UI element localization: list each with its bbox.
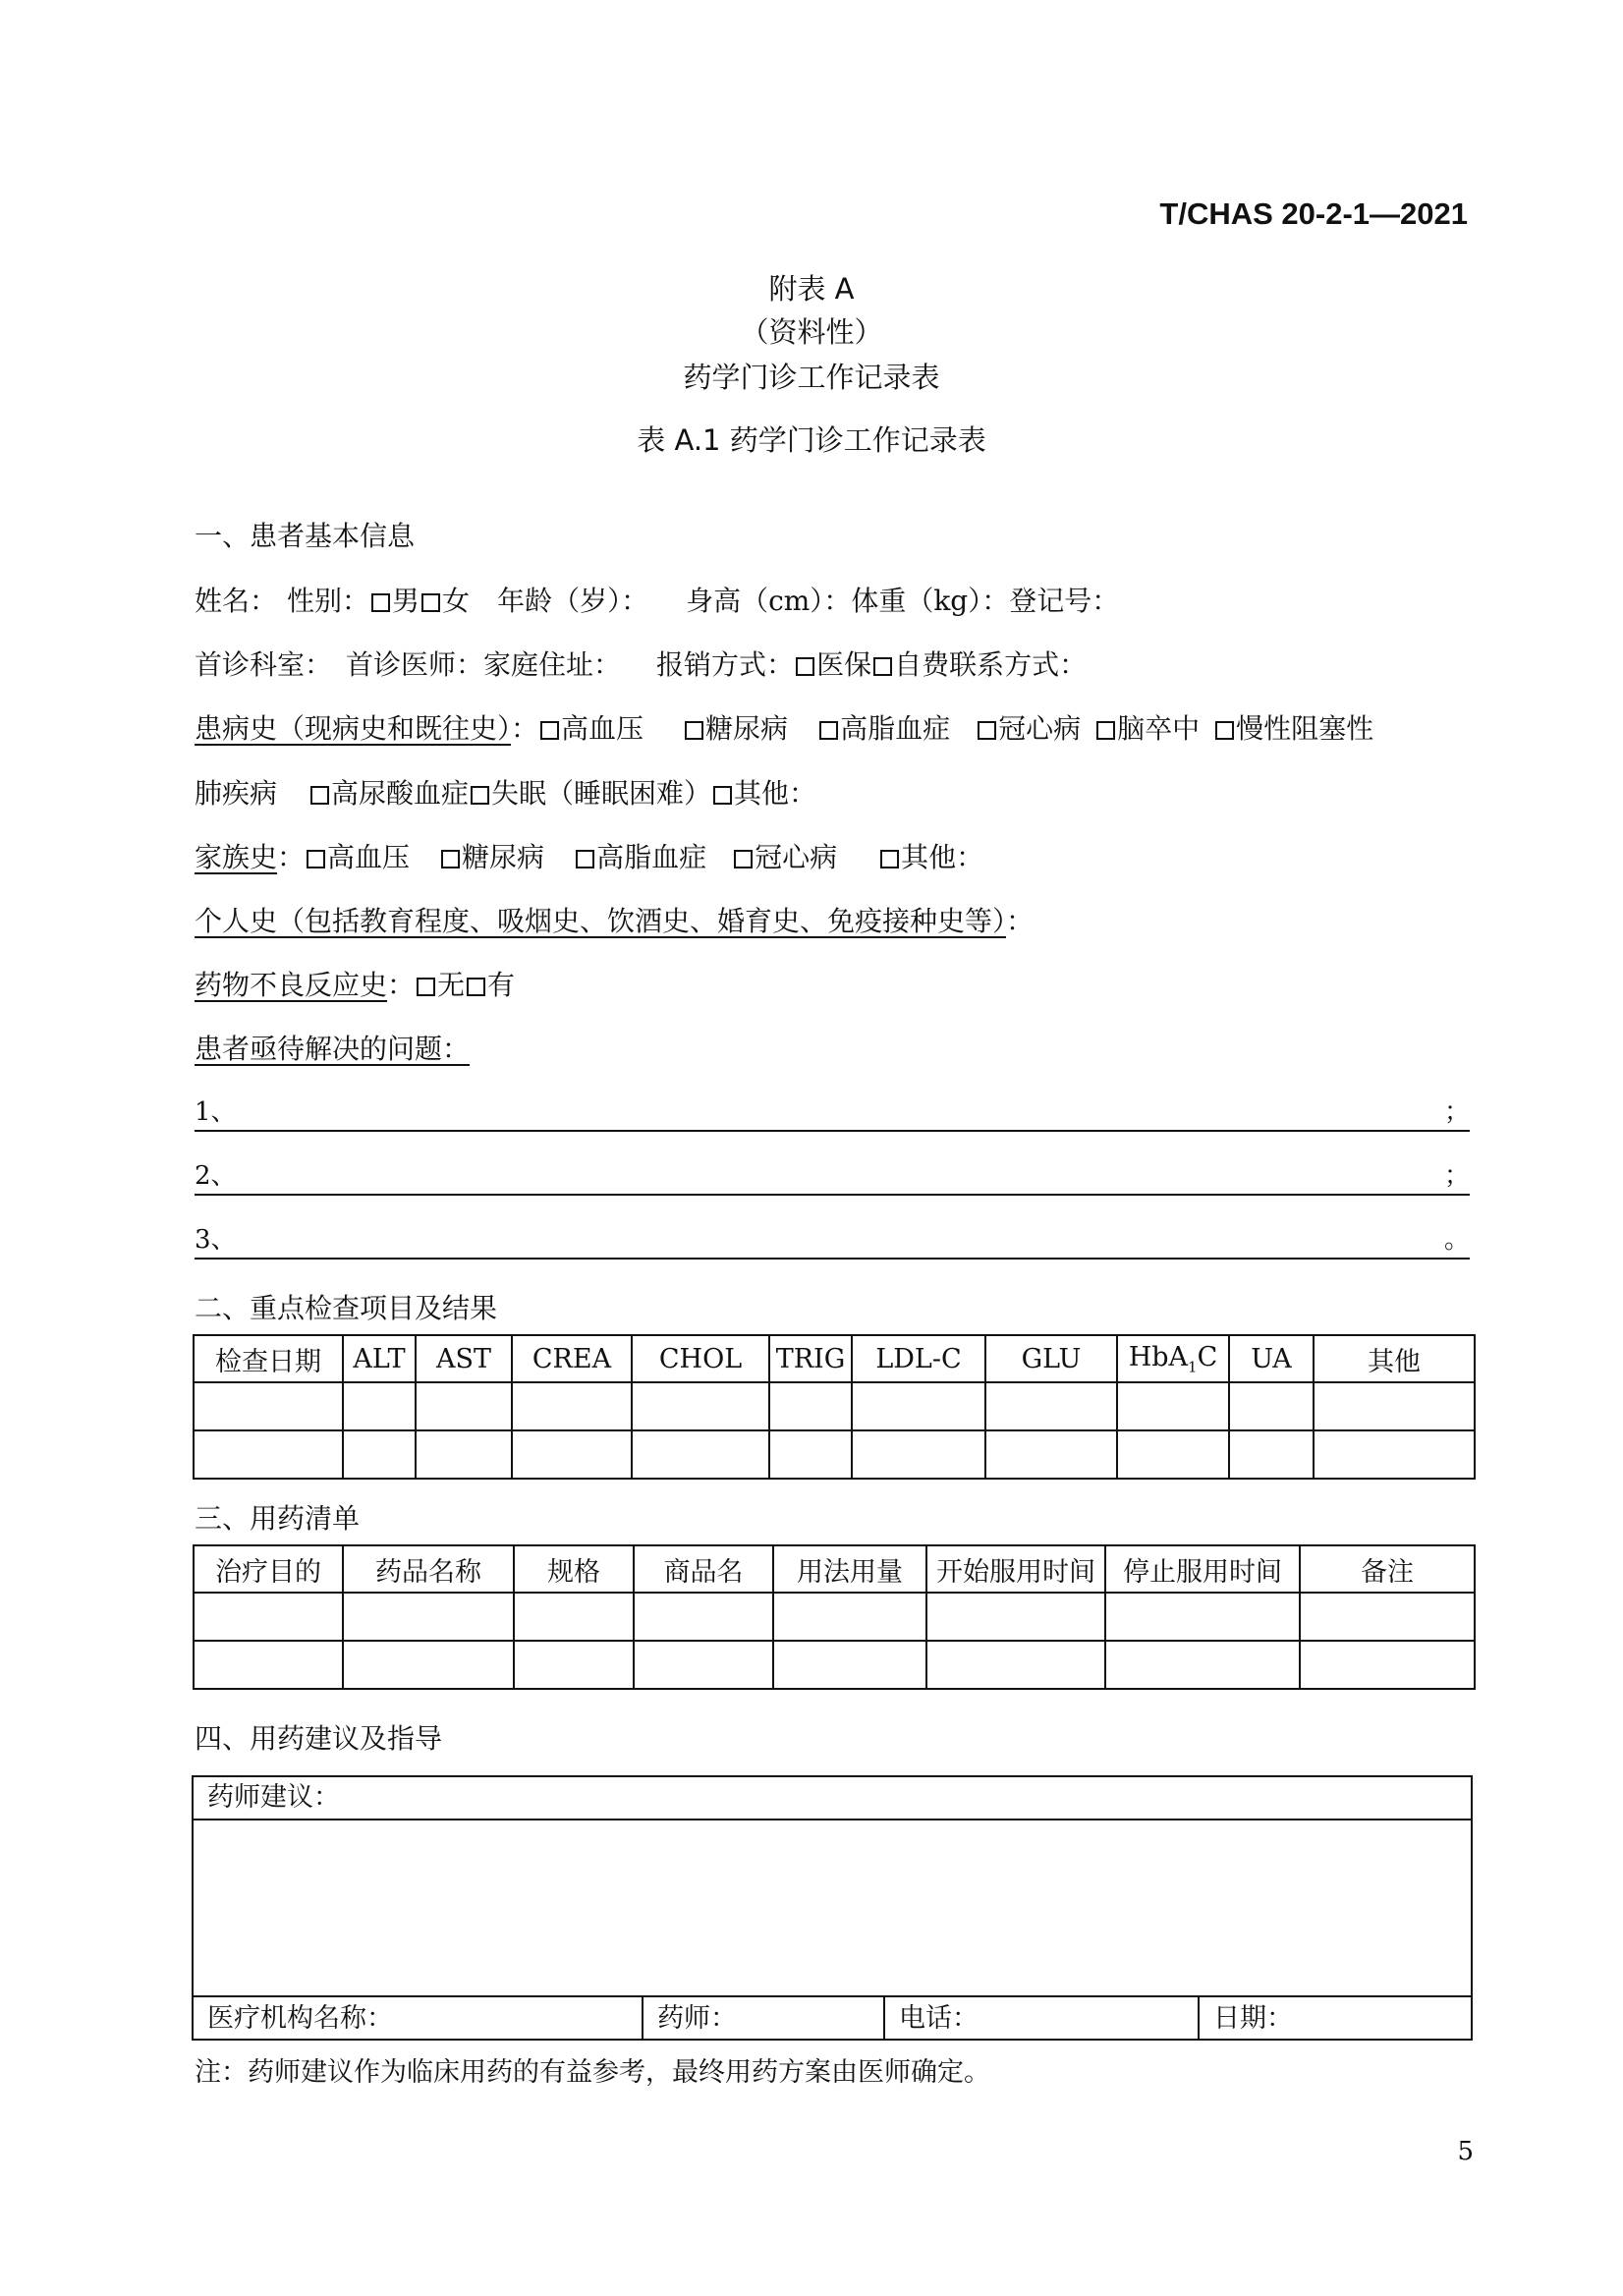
- table-header-row: [194, 1335, 1475, 1382]
- table-cell[interactable]: [1300, 1593, 1475, 1641]
- col-alt: ALT: [343, 1335, 416, 1382]
- history-hypertension-label: 高血压: [561, 712, 644, 745]
- section1-heading: 一、患者基本信息: [195, 520, 416, 552]
- history-chd-label: 冠心病: [998, 712, 1082, 745]
- table-cell[interactable]: [1314, 1382, 1475, 1430]
- col-drug-name: 药品名称: [343, 1545, 514, 1593]
- family-hypertension-label: 高血压: [327, 841, 411, 873]
- table-cell[interactable]: [634, 1641, 773, 1689]
- adr-no-label: 无: [437, 969, 466, 1001]
- date-label: 日期：: [1213, 2003, 1293, 2034]
- history-insomnia-label: 失眠（睡眠困难）: [491, 777, 712, 810]
- adr-yes-label: 有: [487, 969, 516, 1001]
- col-dosage: 用法用量: [773, 1545, 926, 1593]
- family-diabetes-checkbox[interactable]: [441, 850, 460, 868]
- history-row-cont: [195, 772, 816, 812]
- history-copd-label: 慢性阻塞性: [1236, 712, 1374, 745]
- personal-colon: ：: [1006, 905, 1035, 937]
- col-exam-date: 检查日期: [194, 1335, 343, 1382]
- problem-end-mark: 。: [1443, 1225, 1470, 1255]
- advice-label: 药师建议：: [194, 1777, 1471, 1820]
- pharmacist-field[interactable]: [644, 1997, 885, 2041]
- hba-suffix: C: [1197, 1341, 1218, 1372]
- table-cell[interactable]: [769, 1382, 852, 1430]
- table-cell[interactable]: [1105, 1641, 1300, 1689]
- problem-line-1[interactable]: [195, 1091, 1470, 1132]
- payment-label: 报销方式：: [656, 648, 795, 681]
- history-stroke-checkbox[interactable]: [1096, 721, 1115, 740]
- advice-text-area[interactable]: [194, 1820, 1471, 1995]
- date-field[interactable]: [1200, 1997, 1471, 2041]
- family-history-row: [195, 836, 983, 875]
- history-hyperuricemia-checkbox[interactable]: [310, 786, 329, 805]
- history-copd-cont-label: 肺疾病: [195, 777, 278, 810]
- family-chd-label: 冠心病: [755, 841, 838, 873]
- male-label: 男: [392, 585, 420, 617]
- table-cell[interactable]: [926, 1593, 1105, 1641]
- problem-end-mark: ；: [1443, 1161, 1470, 1191]
- table-cell[interactable]: [343, 1593, 514, 1641]
- problem-number: 3、: [195, 1225, 237, 1255]
- history-copd-checkbox[interactable]: [1215, 721, 1234, 740]
- table-cell[interactable]: [1105, 1593, 1300, 1641]
- col-crea: CREA: [512, 1335, 632, 1382]
- problem-line-3[interactable]: [195, 1218, 1470, 1260]
- table-title: 表 A.1 药学门诊工作记录表: [637, 423, 986, 457]
- phone-label: 电话：: [899, 2003, 979, 2034]
- adr-colon: ：: [387, 969, 416, 1001]
- col-spec: 规格: [514, 1545, 634, 1593]
- col-stop-time: 停止服用时间: [1105, 1545, 1300, 1593]
- adr-label: 药物不良反应史: [195, 969, 388, 1001]
- table-cell[interactable]: [985, 1430, 1117, 1479]
- history-chd-checkbox[interactable]: [978, 721, 996, 740]
- female-checkbox[interactable]: [421, 593, 440, 612]
- annex-heading: 附表 A: [768, 272, 855, 306]
- problems-label: 患者亟待解决的问题：: [195, 1033, 471, 1065]
- col-trig: TRIG: [769, 1335, 852, 1382]
- advice-box: [192, 1775, 1473, 2041]
- gender-label: 性别：: [287, 585, 370, 617]
- self-paid-label: 自费: [894, 648, 950, 681]
- table-cell[interactable]: [852, 1430, 985, 1479]
- table-cell[interactable]: [194, 1593, 343, 1641]
- pharmacist-label: 药师：: [657, 2003, 737, 2034]
- problem-number: 2、: [195, 1161, 237, 1191]
- col-remarks: 备注: [1300, 1545, 1475, 1593]
- family-other-checkbox[interactable]: [880, 850, 899, 868]
- history-row: [195, 707, 1373, 747]
- personal-history-row: [195, 900, 1034, 939]
- section2-heading: 二、重点检查项目及结果: [195, 1292, 498, 1324]
- problem-number: 1、: [195, 1097, 237, 1127]
- history-other-checkbox[interactable]: [713, 786, 732, 805]
- col-trade-name: 商品名: [634, 1545, 773, 1593]
- table-cell[interactable]: [514, 1641, 634, 1689]
- col-hba1c: [1117, 1335, 1229, 1382]
- table-cell[interactable]: [512, 1430, 632, 1479]
- table-cell[interactable]: [512, 1382, 632, 1430]
- table-header-row: [194, 1545, 1475, 1593]
- visit-info-row: [195, 644, 1087, 683]
- history-colon: ：: [511, 712, 539, 745]
- table-cell[interactable]: [632, 1430, 769, 1479]
- institution-label: 医疗机构名称：: [207, 2003, 393, 2034]
- problem-line-2[interactable]: [195, 1154, 1470, 1196]
- basic-info-row: [195, 580, 1119, 619]
- name-label: 姓名：: [195, 585, 278, 617]
- height-label: 身高（cm）：: [686, 585, 852, 617]
- table-row: [194, 1593, 1475, 1641]
- table-cell[interactable]: [194, 1382, 343, 1430]
- table-cell[interactable]: [1117, 1430, 1229, 1479]
- insurance-checkbox[interactable]: [796, 657, 814, 676]
- history-insomnia-checkbox[interactable]: [471, 786, 489, 805]
- table-row: [194, 1382, 1475, 1430]
- table-cell[interactable]: [926, 1641, 1105, 1689]
- family-hypertension-checkbox[interactable]: [307, 850, 325, 868]
- table-cell[interactable]: [1300, 1641, 1475, 1689]
- table-row: [194, 1641, 1475, 1689]
- table-cell[interactable]: [1229, 1430, 1314, 1479]
- table-cell[interactable]: [769, 1430, 852, 1479]
- section3-heading: 三、用药清单: [195, 1502, 361, 1535]
- family-chd-checkbox[interactable]: [734, 850, 753, 868]
- reg-no-label: 登记号：: [1009, 585, 1120, 617]
- table-cell[interactable]: [343, 1382, 416, 1430]
- page-number: 5: [1457, 2137, 1474, 2166]
- col-other: 其他: [1314, 1335, 1475, 1382]
- history-hyperlipidemia-label: 高脂血症: [840, 712, 951, 745]
- problem-end-mark: ；: [1443, 1097, 1470, 1127]
- table-row: [194, 1430, 1475, 1479]
- history-hyperlipidemia-checkbox[interactable]: [819, 721, 838, 740]
- table-cell[interactable]: [343, 1641, 514, 1689]
- hba-subscript: 1: [1188, 1358, 1198, 1376]
- male-checkbox[interactable]: [371, 593, 390, 612]
- family-other-label: 其他：: [901, 841, 984, 873]
- table-cell[interactable]: [343, 1430, 416, 1479]
- form-title: 药学门诊工作记录表: [683, 361, 940, 394]
- history-label: 患病史（现病史和既往史）: [195, 712, 512, 745]
- personal-history-label: 个人史（包括教育程度、吸烟史、饮酒史、婚育史、免疫接种史等）: [195, 905, 1007, 937]
- table-cell[interactable]: [852, 1382, 985, 1430]
- hba-text: HbA: [1128, 1341, 1189, 1372]
- table-cell[interactable]: [1229, 1382, 1314, 1430]
- col-chol: CHOL: [632, 1335, 769, 1382]
- exam-results-table: [193, 1334, 1476, 1480]
- table-cell[interactable]: [194, 1430, 343, 1479]
- institution-field[interactable]: [194, 1997, 644, 2041]
- col-purpose: 治疗目的: [194, 1545, 343, 1593]
- col-ast: AST: [416, 1335, 512, 1382]
- section4-heading: 四、用药建议及指导: [195, 1722, 443, 1755]
- table-cell[interactable]: [985, 1382, 1117, 1430]
- dept-label: 首诊科室：: [195, 648, 333, 681]
- history-stroke-label: 脑卒中: [1117, 712, 1201, 745]
- footnote: 注：药师建议作为临床用药的有益参考，最终用药方案由医师确定。: [195, 2057, 990, 2088]
- adr-row: [195, 964, 515, 1003]
- age-label: 年龄（岁）：: [497, 585, 649, 617]
- self-paid-checkbox[interactable]: [873, 657, 892, 676]
- family-hyperlipidemia-checkbox[interactable]: [576, 850, 594, 868]
- table-cell[interactable]: [773, 1593, 926, 1641]
- signature-row: [194, 1995, 1471, 2041]
- col-glu: GLU: [985, 1335, 1117, 1382]
- female-label: 女: [442, 585, 471, 617]
- informative-label: （资料性）: [740, 315, 883, 349]
- family-history-label: 家族史: [195, 841, 278, 873]
- history-hypertension-checkbox[interactable]: [540, 721, 559, 740]
- table-cell[interactable]: [773, 1641, 926, 1689]
- medication-list-table: [193, 1544, 1476, 1690]
- table-cell[interactable]: [632, 1382, 769, 1430]
- family-diabetes-label: 糖尿病: [462, 841, 545, 873]
- standard-code: T/CHAS 20-2-1—2021: [1159, 196, 1468, 231]
- history-diabetes-checkbox[interactable]: [685, 721, 703, 740]
- problems-row: [195, 1028, 470, 1067]
- history-other-label: 其他：: [734, 777, 817, 810]
- phone-field[interactable]: [885, 1997, 1200, 2041]
- col-ua: UA: [1229, 1335, 1314, 1382]
- table-cell[interactable]: [416, 1382, 512, 1430]
- address-label: 家庭住址：: [483, 648, 622, 681]
- table-cell[interactable]: [1117, 1382, 1229, 1430]
- col-start-time: 开始服用时间: [926, 1545, 1105, 1593]
- doctor-label: 首诊医师：: [346, 648, 484, 681]
- table-cell[interactable]: [634, 1593, 773, 1641]
- col-ldl-c: LDL-C: [852, 1335, 985, 1382]
- history-hyperuricemia-label: 高尿酸血症: [331, 777, 470, 810]
- history-diabetes-label: 糖尿病: [705, 712, 789, 745]
- insurance-label: 医保: [816, 648, 872, 681]
- table-cell[interactable]: [1314, 1430, 1475, 1479]
- contact-label: 联系方式：: [949, 648, 1088, 681]
- table-cell[interactable]: [194, 1641, 343, 1689]
- adr-yes-checkbox[interactable]: [467, 978, 485, 996]
- table-cell[interactable]: [416, 1430, 512, 1479]
- family-colon: ：: [277, 841, 306, 873]
- table-cell[interactable]: [514, 1593, 634, 1641]
- family-hyperlipidemia-label: 高脂血症: [596, 841, 707, 873]
- weight-label: 体重（kg）：: [851, 585, 1010, 617]
- adr-no-checkbox[interactable]: [417, 978, 435, 996]
